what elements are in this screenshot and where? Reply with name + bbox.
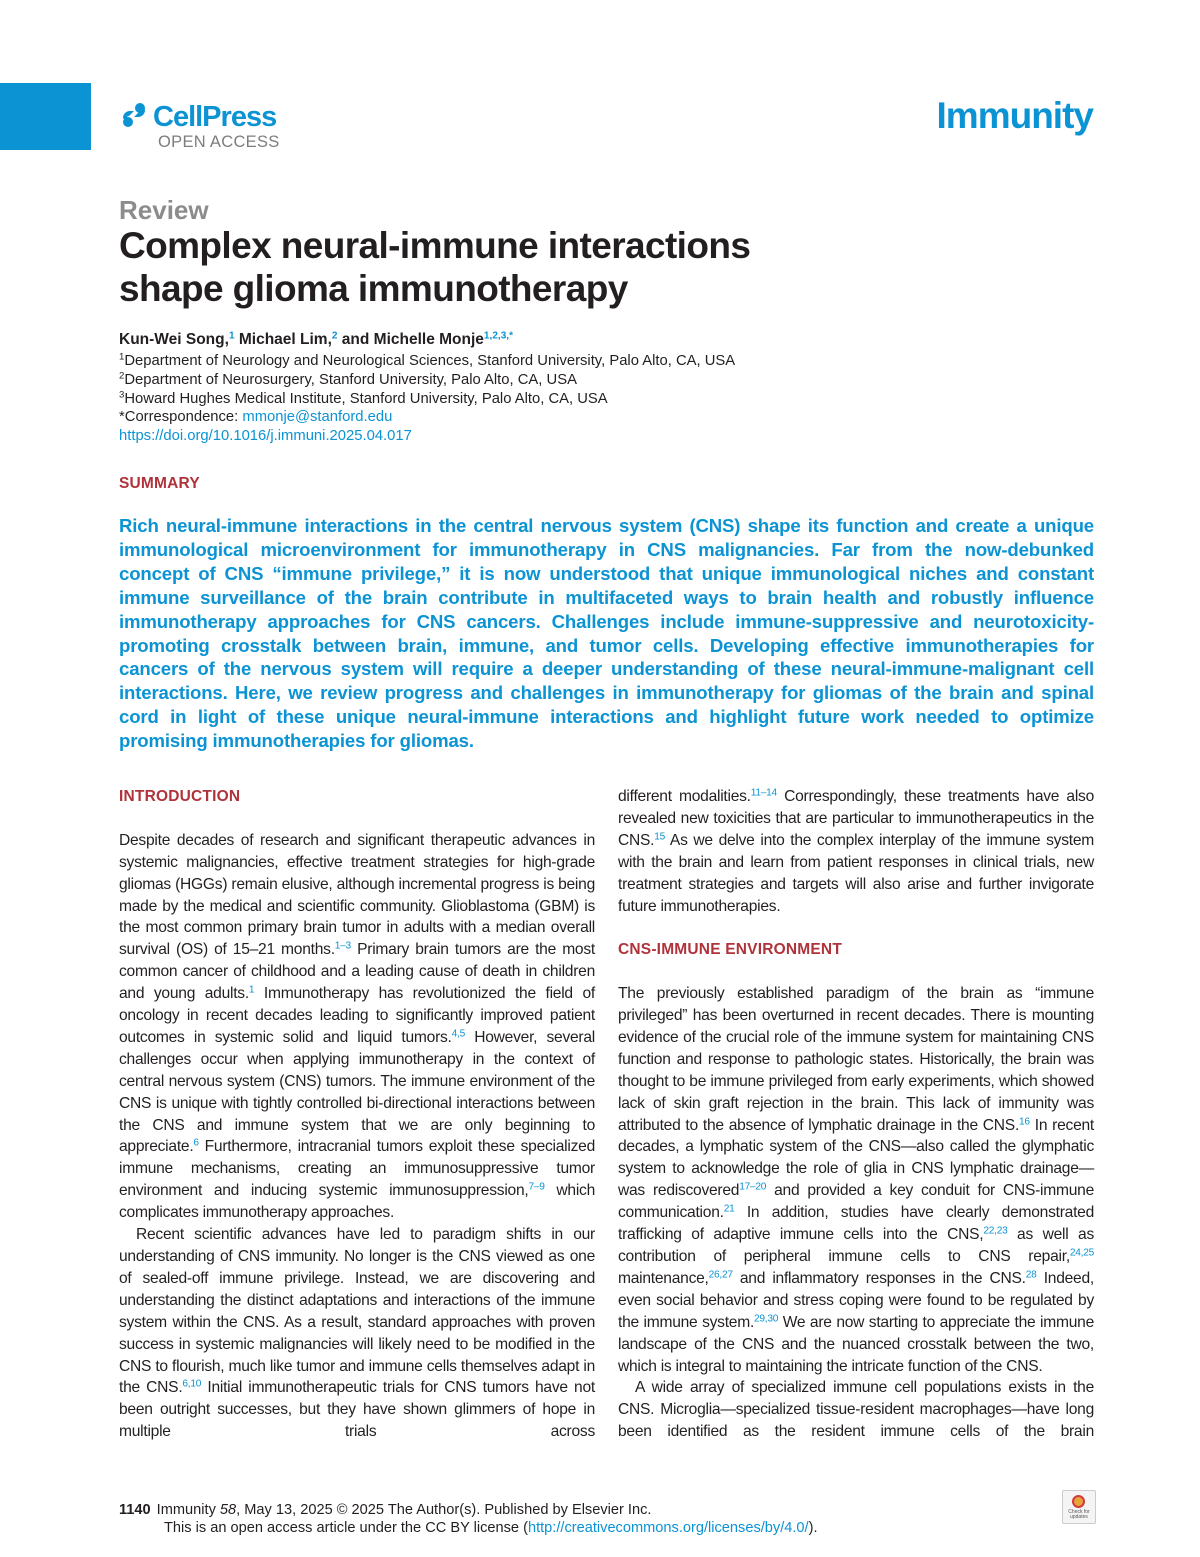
body-text: Primary brain tumors are the most common cancer of childhood and a leading cause of death in children and young adults. <box>119 941 595 1003</box>
citation-reference[interactable]: 6,10 <box>182 1378 202 1390</box>
citation-volume: 58 <box>219 1502 237 1518</box>
body-paragraph <box>119 830 595 1224</box>
affiliation-text: Howard Hughes Medical Institute, Stanford University, Palo Alto, CA, USA <box>124 390 608 407</box>
body-text: maintenance, <box>618 1269 709 1287</box>
page-number: 1140 <box>119 1502 151 1518</box>
affiliations <box>119 352 735 446</box>
citation-reference[interactable]: 26,27 <box>708 1269 733 1281</box>
citation-reference[interactable]: 28 <box>1025 1269 1037 1281</box>
citation-journal: Immunity <box>156 1502 220 1518</box>
author-name: Michael Lim, <box>234 331 332 348</box>
doi-link[interactable]: https://doi.org/10.1016/j.immuni.2025.04.017 <box>119 428 412 445</box>
citation-reference[interactable]: 15 <box>654 831 666 843</box>
body-text: Immunotherapy has revolutionized the field of oncology in recent decades leading to significantly improved patient outcomes in systemic solid and liquid tumors. <box>119 985 595 1046</box>
citation-reference[interactable]: 16 <box>1019 1115 1030 1127</box>
cns-immune-environment-heading: CNS-IMMUNE ENVIRONMENT <box>618 941 842 959</box>
cellpress-logo-icon <box>119 100 149 130</box>
left-column <box>119 786 595 1443</box>
affiliation-number: 3 <box>119 389 125 401</box>
affiliation-text: Department of Neurosurgery, Stanford University, Palo Alto, CA, USA <box>124 371 577 388</box>
author-list <box>119 331 513 349</box>
citation-reference[interactable]: 1 <box>248 984 255 996</box>
right-column <box>618 786 1094 1443</box>
author-affiliation-marker: 2 <box>331 330 338 342</box>
body-paragraph <box>618 983 1094 1377</box>
body-text: The previously established paradigm of the brain as “immune privileged” has been overturned in recent decades. There is mounting evidence of the crucial role of the immune system for maintaining CNS function and response to pathologic states. Historically, the brain was thought to be immune privileged from early experiments, which showed lack of skin graft rejection in the brain. This lack of immunity was attributed to the absence of lymphatic drainage in the CNS. <box>618 985 1094 1134</box>
body-text: as well as contribution of peripheral immune cells to CNS repair, <box>618 1226 1094 1265</box>
open-access-label: OPEN ACCESS <box>158 133 280 151</box>
license-link[interactable]: http://creativecommons.org/licenses/by/4.0/ <box>527 1519 809 1536</box>
citation-reference[interactable]: 21 <box>723 1203 735 1215</box>
body-text: different modalities. <box>618 788 751 805</box>
affiliation <box>119 371 735 390</box>
body-text: A wide array of specialized immune cell populations exists in the CNS. Microglia—specialized tissue-resident macrophages—have long been identified as the resident immune cells of the brain <box>618 1379 1094 1441</box>
article-type: Review <box>119 195 209 225</box>
check-for-updates-icon <box>1072 1495 1085 1508</box>
affiliation-number: 2 <box>119 370 125 382</box>
author-name: and Michelle Monje <box>337 331 484 348</box>
affiliation <box>119 352 735 371</box>
affiliation <box>119 390 735 409</box>
citation-reference[interactable]: 1–3 <box>334 940 351 952</box>
author-affiliation-marker: 1 <box>228 330 235 342</box>
citation-reference[interactable]: 7–9 <box>528 1181 545 1193</box>
body-text: We are now starting to appreciate the immune landscape of the CNS and the nuanced crosstalk between the two, which is integral to maintaining the intricate function of the CNS. <box>618 1313 1094 1375</box>
body-text: Recent scientific advances have led to paradigm shifts in our understanding of CNS immunity. No longer is the CNS viewed as one of sealed-off immune privilege. Instead, we are discovering and understanding the distinct adaptations and interactions of the immune system within the CNS. As a result, standard approaches with proven success in systemic malignancies will likely need to be modified in the CNS to flourish, much like tumor and immune cells themselves adapt in the CNS. <box>119 1226 595 1397</box>
citation-reference[interactable]: 29,30 <box>754 1313 779 1325</box>
title-line-2: shape glioma immunotherapy <box>119 268 628 309</box>
body-text: and provided a key conduit for CNS-immune communication. <box>618 1182 1094 1222</box>
body-text: which complicates immunotherapy approaches. <box>119 1182 595 1222</box>
publisher-name: CellPress <box>153 101 277 133</box>
page-footer <box>119 1502 818 1537</box>
citation-reference[interactable]: 24,25 <box>1069 1247 1094 1259</box>
citation-reference[interactable]: 17–20 <box>739 1181 767 1193</box>
introduction-heading: INTRODUCTION <box>119 788 241 805</box>
citation-reference[interactable]: 4,5 <box>451 1028 465 1040</box>
correspondence <box>119 408 735 427</box>
body-text: Indeed, even social behavior and stress coping were found to be regulated by the immune system. <box>618 1269 1094 1331</box>
body-paragraph <box>618 1377 1094 1443</box>
body-text: As we delve into the complex interplay of the immune system with the brain and learn from patient responses in clinical trials, new treatment strategies and targets will also arise and further invigorate future immunotherapies. <box>618 831 1094 915</box>
citation-reference[interactable]: 6 <box>193 1137 199 1149</box>
body-text: Furthermore, intracranial tumors exploit these specialized immune mechanisms, creating an immunosuppressive tumor environment and inducing systemic immunosuppression, <box>119 1138 595 1200</box>
license-text: This is an open access article under the CC BY license ( <box>164 1519 528 1536</box>
body-text: Despite decades of research and significant therapeutic advances in systemic malignancies, effective treatment strategies for high-grade gliomas (HGGs) remain elusive, although incremental progress is being made by the medical and scientific community. Glioblastoma (GBM) is the most common primary brain tumor in adults with a median overall survival (OS) of 15–21 months. <box>119 831 595 959</box>
correspondence-email-link[interactable]: mmonje@stanford.edu <box>242 409 393 426</box>
body-text: and inflammatory responses in the CNS. <box>732 1269 1026 1287</box>
body-text: However, several challenges occur when applying immunotherapy in the context of central nervous system (CNS) tumors. The immune environment of the CNS is unique with tightly controlled bi-directional interactions between the CNS and immune system that we are only beginning to appreciate. <box>119 1028 596 1156</box>
summary-heading: SUMMARY <box>119 475 200 492</box>
affiliation-number: 1 <box>119 351 125 363</box>
body-text: Initial immunotherapeutic trials for CNS tumors have not been outright successes, but they have shown glimmers of hope in multiple trials across <box>119 1379 595 1441</box>
summary-text: Rich neural-immune interactions in the central nervous system (CNS) shape its function and create a unique immunological microenvironment for immunotherapy in CNS malignancies. Far from the now-debunked concept of CNS “immune privilege,” it is now understood that unique immunological niches and constant immune surveillance of the brain contribute in multifaceted ways to brain health and robustly influence immunotherapy approaches for CNS cancers. Challenges include immune-suppressive and neurotoxicity-promoting crosstalk between brain, immune, and tumor cells. Developing effective immunotherapies for cancers of the nervous system will require a deeper understanding of these neural-immune-malignant cell interactions. Here, we review progress and challenges in immunotherapy for gliomas of the brain and spinal cord in light of these unique neural-immune interactions and highlight future work needed to optimize promising immunotherapies for gliomas. <box>119 515 1094 752</box>
check-for-updates-badge[interactable] <box>1062 1490 1096 1524</box>
author-affiliation-marker: 1,2,3,* <box>483 330 514 342</box>
body-paragraph <box>119 1224 595 1443</box>
affiliation-text: Department of Neurology and Neurological Sciences, Stanford University, Palo Alto, CA, USA <box>124 353 736 369</box>
correspondence-label: *Correspondence: <box>119 409 243 426</box>
author-name: Kun-Wei Song, <box>119 331 229 348</box>
citation-reference[interactable]: 22,23 <box>983 1225 1008 1237</box>
cellpress-logo[interactable] <box>119 100 276 134</box>
citation-reference[interactable]: 11–14 <box>750 787 777 799</box>
body-paragraph <box>618 786 1094 917</box>
check-for-updates-label: Check for updates <box>1068 1509 1090 1520</box>
license-suffix: ). <box>808 1519 818 1536</box>
body-text: In recent decades, a lymphatic system of the CNS—also called the glymphatic system to acknowledge the role of glia in CNS lymphatic drainage—was rediscovered <box>618 1116 1094 1200</box>
title-line-1: Complex neural-immune interactions <box>119 225 751 266</box>
article-title <box>119 224 919 310</box>
brand-color-block <box>0 83 91 150</box>
citation-details: , May 13, 2025 © 2025 The Author(s). Published by Elsevier Inc. <box>236 1502 652 1518</box>
journal-name: Immunity <box>936 95 1093 136</box>
body-text: Correspondingly, these treatments have also revealed new toxicities that are particular to immunotherapeutics in the CNS. <box>618 788 1095 849</box>
body-text: In addition, studies have clearly demonstrated trafficking of adaptive immune cells into the CNS, <box>618 1204 1094 1244</box>
